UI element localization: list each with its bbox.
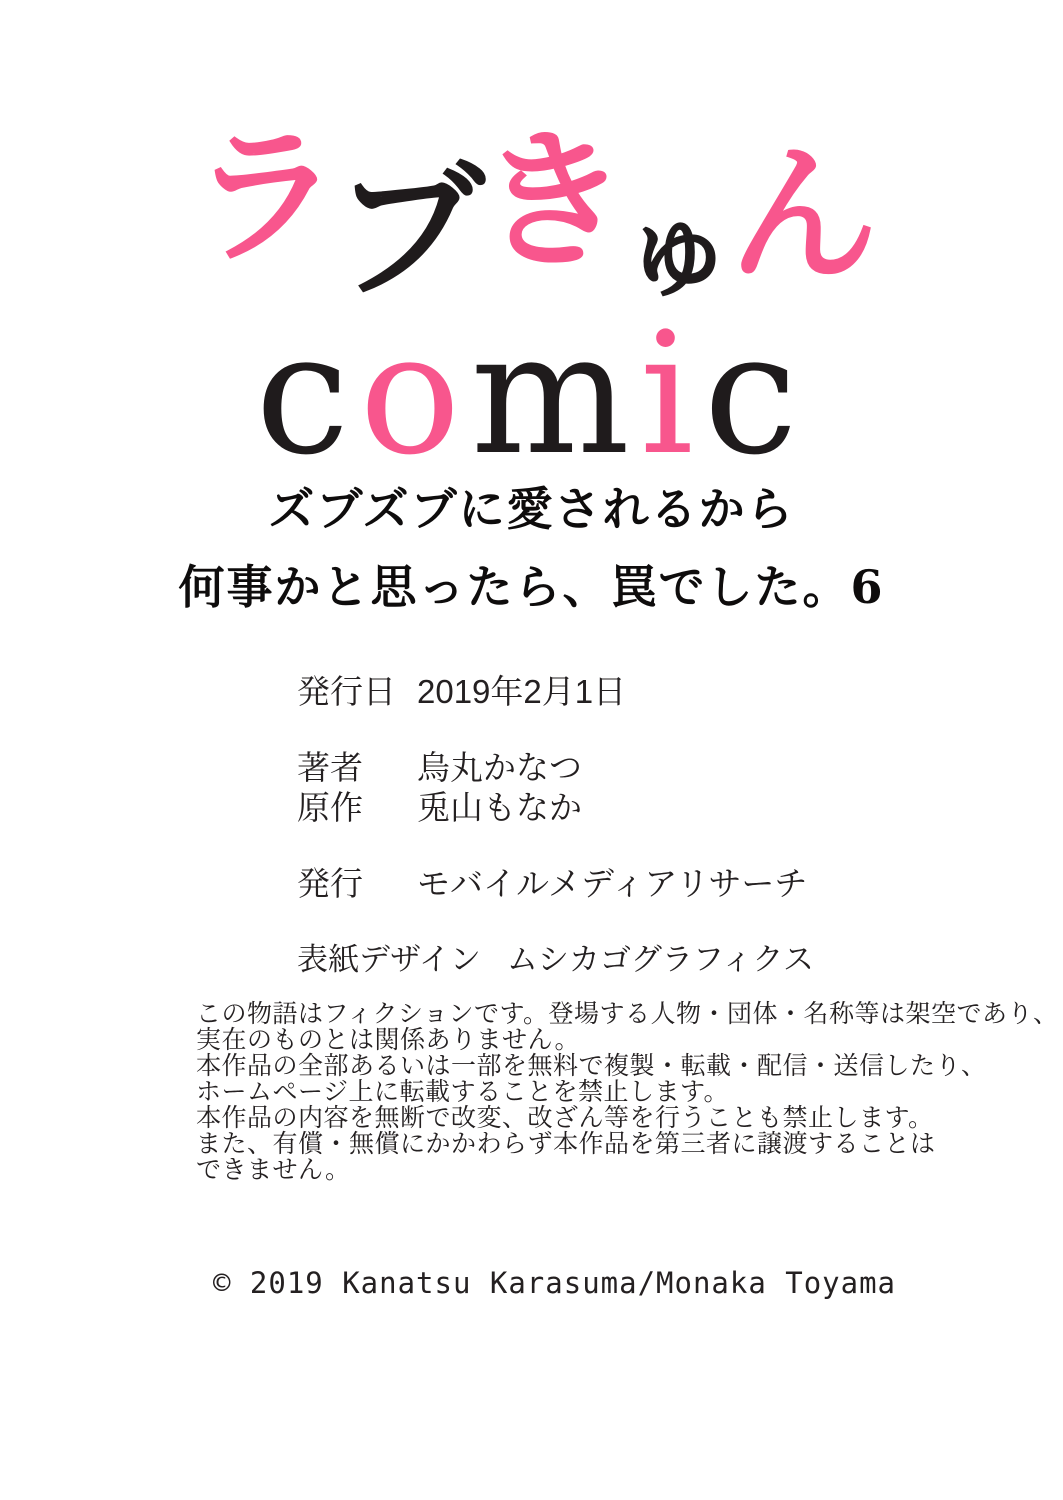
publication-value: 烏丸かなつ [417,749,582,786]
logo-kana-char: き [478,113,623,289]
publication-label: 著者 [297,749,363,786]
copyright-line: © 2019 Kanatsu Karasuma/Monaka Toyama [213,1266,897,1300]
publication-info [297,672,814,980]
book-title [0,470,1063,626]
disclaimer-line: 本作品の全部あるいは一部を無料で複製・転載・配信・送信したり、 [196,1052,987,1080]
publication-label: 原作 [297,789,363,826]
logo-kana-char: ん [728,127,873,303]
book-title-line1: ズブズブに愛されるから [268,482,795,536]
disclaimer-line: また、有償・無償にかかわらず本作品を第三者に譲渡することは [196,1130,936,1158]
publication-row-original-author [297,788,814,828]
publication-row-cover-design [297,940,814,980]
publication-value: モバイルメディアリサーチ [417,865,808,902]
publication-value: 兎山もなか [417,789,582,826]
logo-latin-char: c [703,296,808,492]
logo-kana-char: ラ [190,109,335,285]
brand-logo-latin [0,298,1063,491]
logo-latin-char: o [359,296,471,492]
logo-latin-char: c [255,296,360,492]
publication-label: 表紙デザイン [297,942,481,977]
logo-latin-char: i [639,296,704,492]
disclaimer-line: この物語はフィクションです。登場する人物・団体・名称等は架空であり、 [196,1000,1059,1028]
brand-logo-kana [0,109,1063,319]
disclaimer-line: できません。 [196,1156,351,1184]
disclaimer-line: ホームページ上に転載することを禁止します。 [196,1078,730,1106]
publication-label: 発行 [297,865,363,902]
publication-row-publisher [297,864,814,904]
logo-kana-char: ゅ [622,182,729,313]
publication-row-date [297,672,814,712]
publication-value: 2019年2月1日 [417,673,627,710]
disclaimer-line: 本作品の内容を無断で改変、改ざん等を行うことも禁止します。 [196,1104,934,1132]
publication-row-author [297,748,814,788]
logo-kana-char: ブ [334,143,479,319]
logo-latin-char: m [470,296,640,492]
disclaimer-line: 実在のものとは関係ありません。 [196,1026,581,1054]
legal-disclaimer [196,1001,1059,1183]
publication-value: ムシカゴグラフィクス [506,942,815,977]
publication-label: 発行日 [297,673,396,710]
book-title-line2: 何事かと思ったら、罠でした。6 [178,560,885,614]
